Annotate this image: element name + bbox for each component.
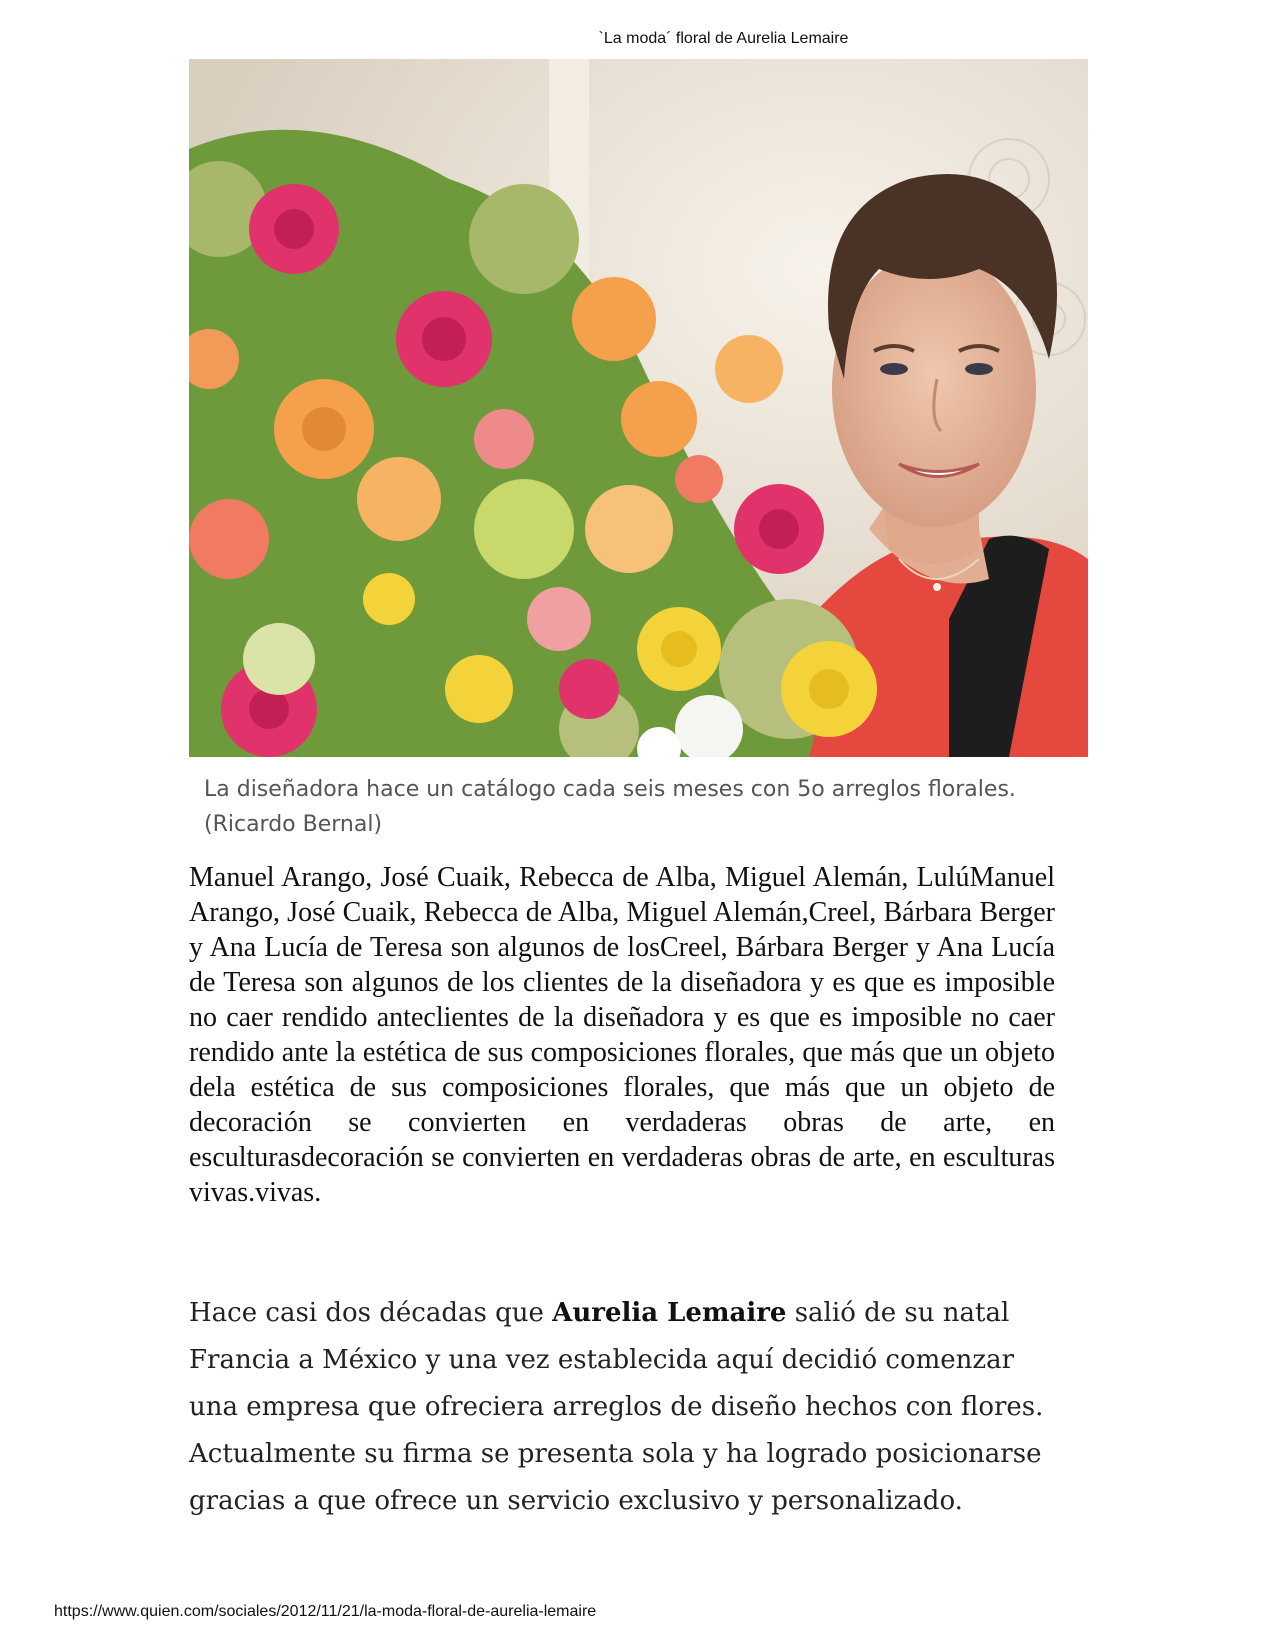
article-rest: salió de su natal Francia a México y una vez establecida aquí decidió comenzar una empresa que ofreciera arreglos de diseño hechos con flores. Actualmente su firma se presenta sola y ha logrado posicionarse gracias a que ofrece un servicio exclusivo y personalizado. — [189, 1298, 1044, 1516]
photo-caption: La diseñadora hace un catálogo cada seis meses con 5o arreglos florales. (Ricardo Bernal) — [204, 777, 1016, 837]
article-subject-name: Aurelia Lemaire — [552, 1298, 787, 1328]
body-paragraph: Manuel Arango, José Cuaik, Rebecca de Alba, Miguel Alemán, LulúManuel Arango, José Cuaik, Rebecca de Alba, Miguel Alemán,Creel, Bárbara Berger y Ana Lucía de Teresa son algunos de losCreel, Bárbara Berger y Ana Lucía de Teresa son algunos de los clientes de la diseñadora y es que es imposible no caer rendido anteclientes de la diseñadora y es que es imposible no caer rendido ante la estética de sus composiciones florales, que más que un objeto dela estética de sus composiciones florales, que más que un objeto de decoración se convierten en verdaderas obras de arte, en esculturasdecoración se convierten en verdaderas obras de arte, en esculturas vivas.vivas. — [189, 862, 1055, 1208]
page-header-title: `La moda´ floral de Aurelia Lemaire — [598, 30, 849, 47]
article-intro: Hace casi dos décadas que — [189, 1298, 553, 1328]
florist-with-bouquet-image — [189, 59, 1088, 757]
page-footer-url: https://www.quien.com/sociales/2012/11/21/la-moda-floral-de-aurelia-lemaire — [54, 1603, 597, 1620]
article-paragraph — [189, 1290, 1069, 1525]
article-photo — [189, 59, 1088, 757]
